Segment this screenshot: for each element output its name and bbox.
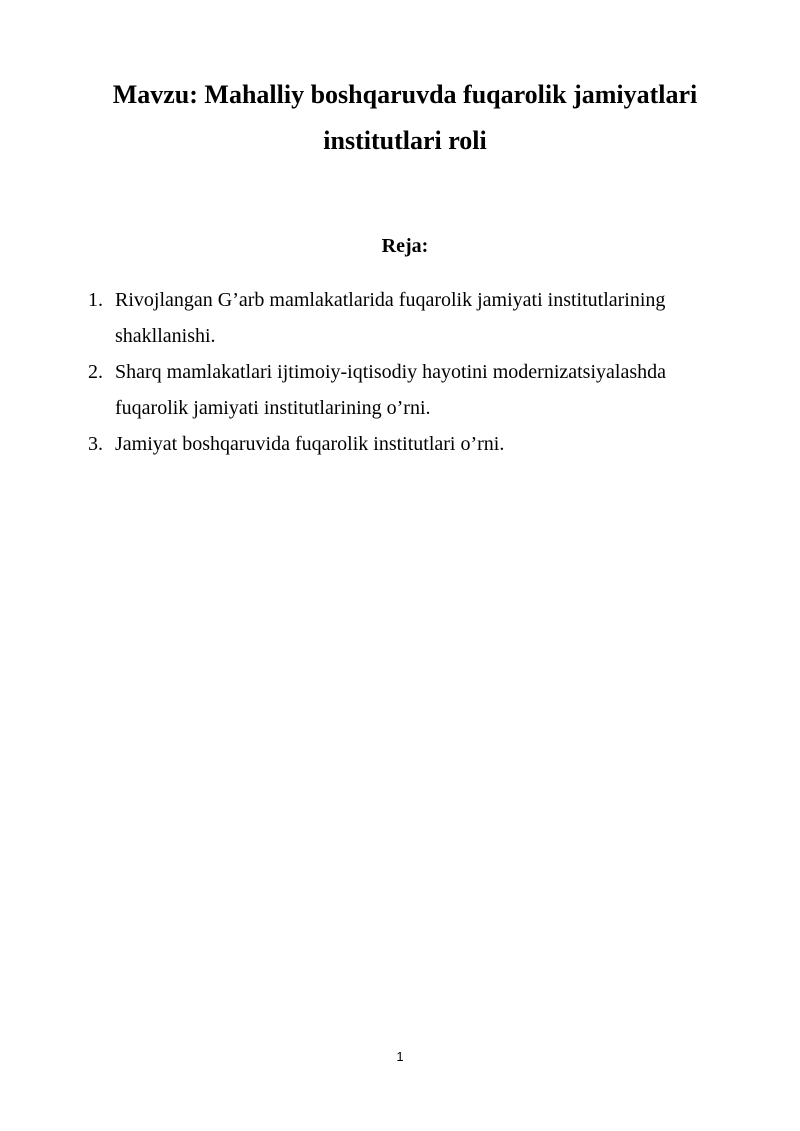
plan-item-2: [88, 354, 728, 426]
page-number: 1: [396, 1049, 404, 1064]
plan-item-number: 3.: [88, 433, 103, 455]
plan-list: [88, 282, 728, 462]
plan-item-3: [88, 426, 728, 462]
plan-heading: Reja:: [381, 235, 429, 257]
plan-item-text: Jamiyat boshqaruvida fuqarolik institutlari o’rni.: [115, 433, 505, 455]
document-title-line-1: Mavzu: Mahalliy boshqaruvda fuqarolik jamiyatlari: [112, 80, 698, 109]
document-title-line-2: institutlari roli: [323, 126, 487, 155]
plan-item-text: Rivojlangan G’arb mamlakatlarida fuqarolik jamiyati institutlarining shakllanishi.: [115, 289, 666, 347]
plan-item-1: [88, 282, 728, 354]
plan-item-number: 2.: [88, 361, 103, 383]
plan-item-number: 1.: [88, 289, 103, 311]
plan-item-text: Sharq mamlakatlari ijtimoiy-iqtisodiy hayotini modernizatsiyalashda fuqarolik jamiyati institutlarining o’rni.: [115, 361, 666, 419]
